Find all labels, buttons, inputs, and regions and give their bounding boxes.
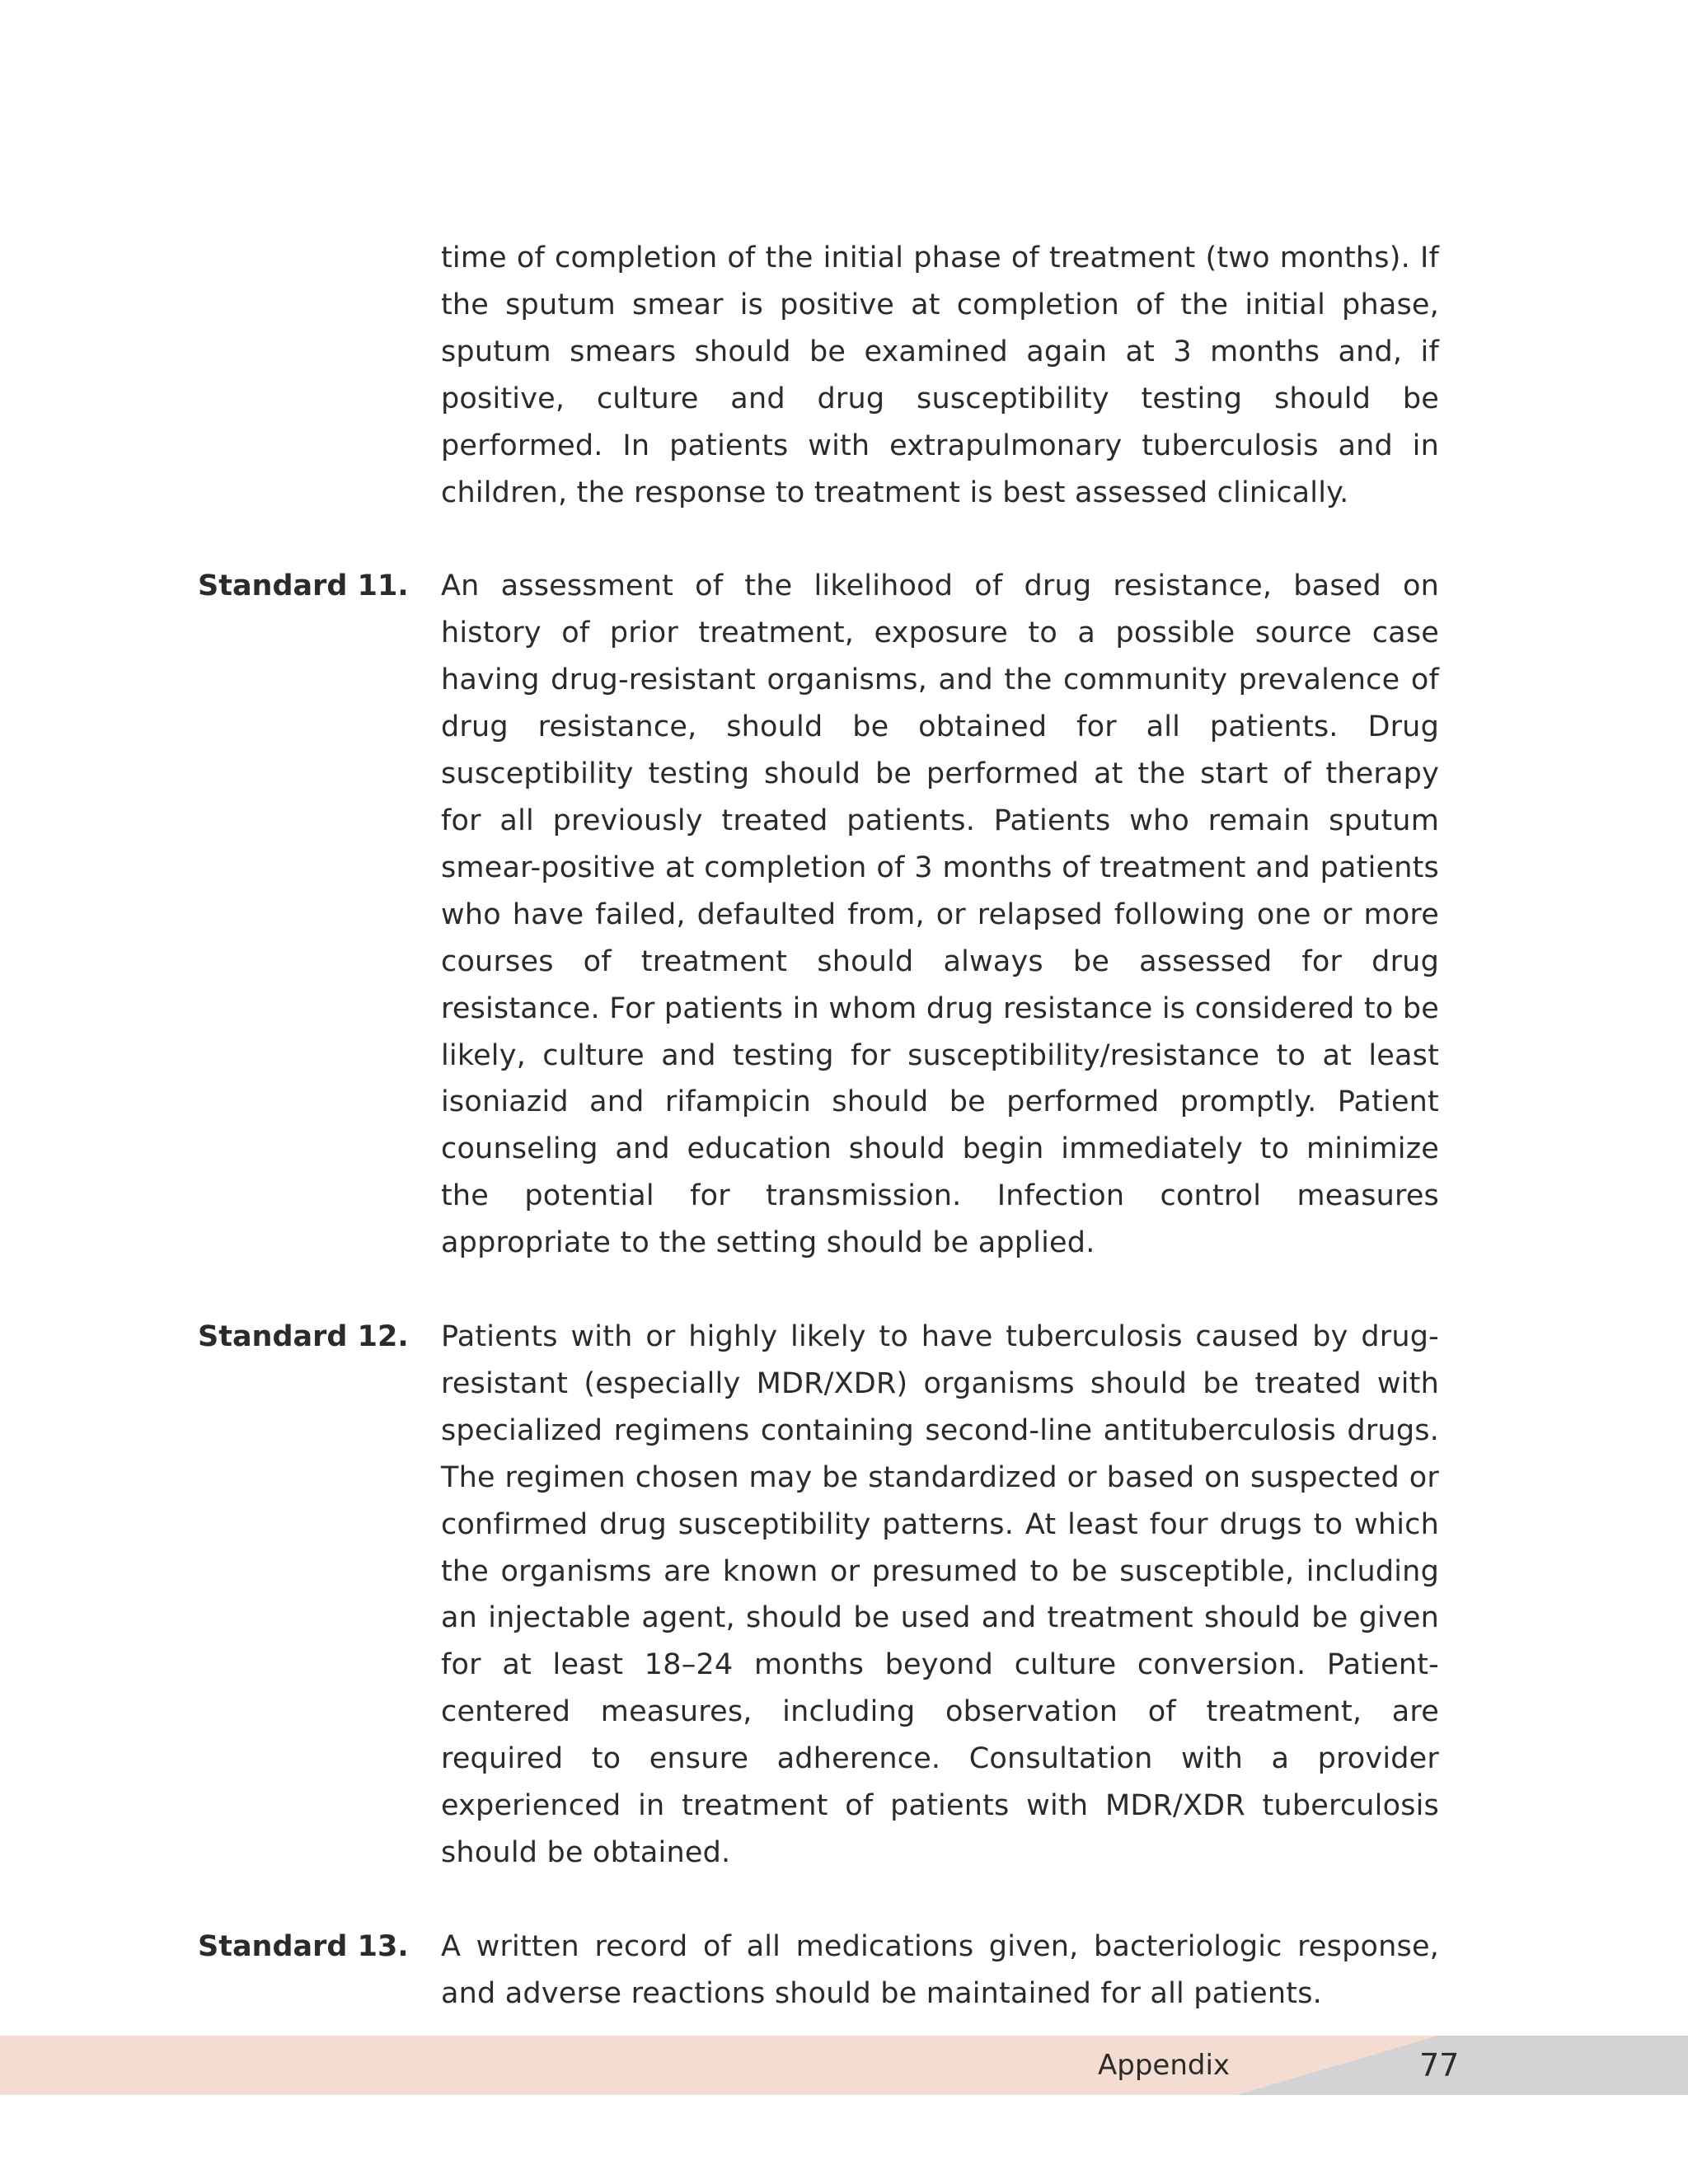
standard-label: Standard 12. [198,1320,409,1354]
page-number: 77 [1419,2047,1460,2083]
standard-text: A written record of all medications given, bacteriologic response, and adverse reactions should be maintained for all patients. [441,1929,1439,2010]
footer-section-title: Appendix [1098,2049,1231,2082]
page-body [0,235,1688,2018]
intro-paragraph: time of completion of the initial phase of treatment (two months). If the sputum smear is positive at completion of the initial phase, sputum smears should be examined again at 3 months and, if positive, culture and drug susceptibility testing should be performed. In patients with extrapulmonary tuberculosis and in children, the response to treatment is best assessed clinically. [441,241,1439,509]
standard-label: Standard 11. [198,569,409,603]
footer-page-tab [1236,2036,1688,2095]
standard-label: Standard 13. [198,1929,409,1963]
standard-text: An assessment of the likelihood of drug resistance, based on history of prior treatment, exposure to a possible source case having drug-resistant organisms, and the community prevalence of drug resistance, should be obtained for all patients. Drug susceptibility testing should be performed at the start of therapy for all previously treated patients. Patients who remain sputum smear-positive at completion of 3 months of treatment and patients who have failed, defaulted from, or relapsed following one or more courses of treatment should always be assessed for drug resistance. For patients in whom drug resistance is considered to be likely, culture and testing for susceptibility/resistance to at least isoniazid and rifampicin should be performed promptly. Patient counseling and education should begin immediately to minimize the potential for transmission. Infection control measures appropriate to the setting should be applied. [441,569,1439,1260]
standard-text: Patients with or highly likely to have tuberculosis caused by drug-resistant (especially MDR/XDR) organisms should be treated with specialized regimens containing second-line antituberculosis drugs. The regimen chosen may be standardized or based on suspected or confirmed drug susceptibility patterns. At least four drugs to which the organisms are known or presumed to be susceptible, including an injectable agent, should be used and treatment should be given for at least 18–24 months beyond culture conversion. Patient-centered measures, including observation of treatment, are required to ensure adherence. Consultation with a provider experienced in treatment of patients with MDR/XDR tuberculosis should be obtained. [441,1320,1439,1869]
standard-12 [0,1314,1688,1877]
intro-paragraph-block [0,235,1688,516]
page-footer [0,2036,1688,2095]
standard-13 [0,1924,1688,2018]
standard-11 [0,563,1688,1267]
